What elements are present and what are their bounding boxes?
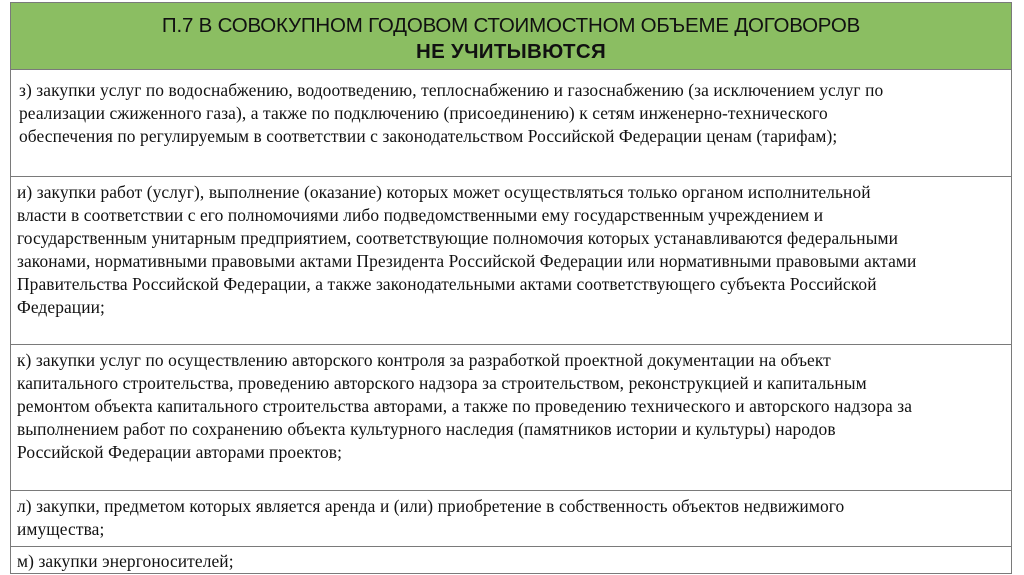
row-text-line: л) закупки, предметом которых является аренда и (или) приобретение в собственность объектов недвижимого xyxy=(17,496,845,516)
row-text-line: законами, нормативными правовыми актами Президента Российской Федерации или нормативными правовыми актами xyxy=(17,251,917,271)
row-text-line: Федерации; xyxy=(17,297,105,317)
row-text-line: обеспечения по регулируемым в соответствии с законодательством Российской Федерации ценам (тарифам); xyxy=(19,126,838,146)
table-header xyxy=(11,3,1011,70)
row-text-line: и) закупки работ (услуг), выполнение (оказание) которых может осуществляться только органом исполнительной xyxy=(17,182,871,202)
row-text-line: з) закупки услуг по водоснабжению, водоотведению, теплоснабжению и газоснабжению (за исключением услуг по xyxy=(19,80,884,100)
table-row-i xyxy=(11,177,1011,345)
row-text-line: капитального строительства, проведению авторского надзора за строительством, реконструкцией и капитальным xyxy=(17,373,867,393)
table-row-m xyxy=(11,547,1011,575)
row-text-line: выполнением работ по сохранению объекта культурного наследия (памятников истории и культуры) народов xyxy=(17,419,836,439)
table-row-l xyxy=(11,491,1011,547)
row-text-line: Российской Федерации авторами проектов; xyxy=(17,442,343,462)
row-text-line: имущества; xyxy=(17,519,105,539)
header-title: П.7 В СОВОКУПНОМ ГОДОВОМ СТОИМОСТНОМ ОБЪЕМЕ ДОГОВОРОВ xyxy=(161,14,861,37)
exclusions-table xyxy=(10,2,1012,574)
row-text-line: государственным унитарным предприятием, соответствующие полномочия которых устанавливаются федеральными xyxy=(17,228,899,248)
header-subtitle: НЕ УЧИТЫВЮТСЯ xyxy=(415,40,607,63)
row-text-line: ремонтом объекта капитального строительства авторами, а также по проведению технического и авторского надзора за xyxy=(17,396,913,416)
table-row-k xyxy=(11,345,1011,491)
table-row-z xyxy=(11,71,1011,177)
row-text-line: м) закупки энергоносителей; xyxy=(17,551,234,571)
row-text-line: реализации сжиженного газа), а также по подключению (присоединению) к сетям инженерно-технического xyxy=(19,103,828,123)
row-text-line: власти в соответствии с его полномочиями либо подведомственными ему государственным учреждением и xyxy=(17,205,824,225)
row-text-line: Правительства Российской Федерации, а также законодательными актами соответствующего субъекта Российской xyxy=(17,274,877,294)
row-text-line: к) закупки услуг по осуществлению авторского контроля за разработкой проектной документации на объект xyxy=(17,350,831,370)
